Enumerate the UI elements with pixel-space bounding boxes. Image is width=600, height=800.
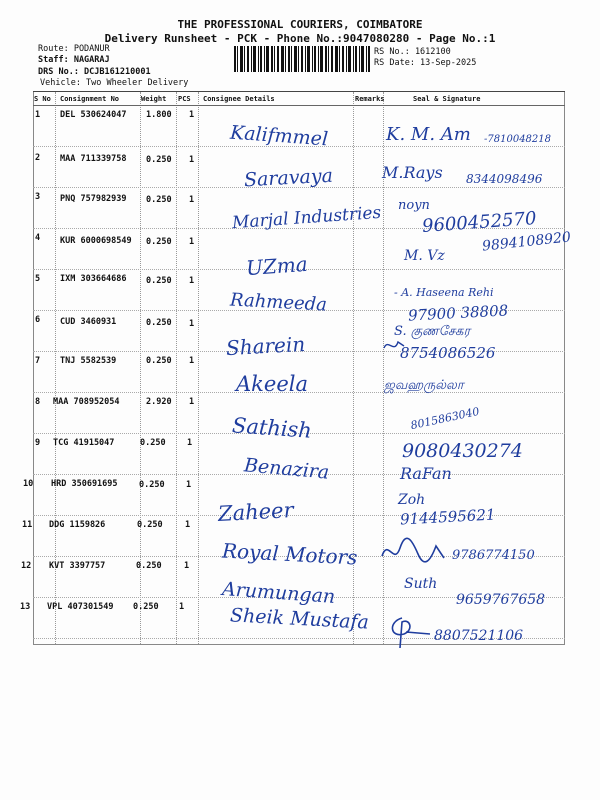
staff-label: Staff: NAGARAJ	[38, 55, 110, 65]
phone-handwriting: 8015863040	[409, 404, 481, 433]
runsheet-subtitle: Delivery Runsheet - PCK - Phone No.:9047080280 - Page No.:1	[104, 32, 496, 45]
phone-handwriting: 8807521106	[434, 628, 524, 644]
company-title: THE PROFESSIONAL COURIERS, COIMBATORE	[177, 18, 423, 31]
row-sno: 9	[35, 438, 41, 448]
row-weight: 0.250	[146, 276, 172, 286]
phone-handwriting: 9080430274	[402, 440, 523, 462]
row-pcs: 1	[189, 155, 195, 165]
row-consignment: TNJ 5582539	[60, 356, 117, 366]
table-header	[33, 92, 565, 106]
signature-scribble-icon	[378, 536, 448, 570]
row-weight: 0.250	[137, 520, 163, 530]
header-remarks: Remarks	[355, 95, 385, 103]
row-sno: 5	[35, 274, 41, 284]
row-pcs: 1	[189, 110, 195, 120]
row-weight: 0.250	[139, 480, 165, 490]
row-pcs: 1	[187, 438, 193, 448]
row-consignment: CUD 3460931	[60, 317, 117, 327]
header-signature: Seal & Signature	[413, 95, 481, 103]
consignee-handwriting: Sharein	[225, 331, 306, 361]
row-weight: 0.250	[146, 195, 172, 205]
rs-date: RS Date: 13-Sep-2025	[374, 58, 477, 68]
row-consignment: HRD 350691695	[51, 479, 118, 489]
row-sno: 7	[35, 356, 41, 366]
signature-scribble-icon	[382, 336, 406, 356]
row-consignment: MAA 708952054	[53, 397, 120, 407]
rs-number: RS No.: 1612100	[374, 47, 451, 57]
row-pcs: 1	[189, 397, 195, 407]
row-consignment: MAA 711339758	[60, 154, 127, 164]
row-sno: 3	[35, 192, 41, 202]
row-pcs: 1	[189, 237, 195, 247]
row-weight: 0.250	[146, 356, 172, 366]
row-sno: 2	[35, 153, 41, 163]
row-consignment: PNQ 757982939	[60, 194, 127, 204]
row-sno: 12	[21, 561, 32, 571]
header-weight: Weight	[141, 95, 167, 103]
consignee-handwriting: Royal Motors	[221, 538, 359, 570]
row-sno: 13	[20, 602, 31, 612]
drs-number: DRS No.: DCJB161210001	[38, 67, 151, 77]
row-pcs: 1	[189, 319, 195, 329]
consignee-handwriting: Akeela	[236, 372, 308, 396]
row-weight: 0.250	[140, 438, 166, 448]
signature-handwriting: K. M. Am	[386, 124, 471, 145]
barcode-icon	[234, 46, 370, 72]
row-pcs: 1	[189, 195, 195, 205]
route-label: Route: PODANUR	[38, 44, 110, 54]
signature-scribble-icon	[384, 614, 434, 650]
header-consignment: Consignment No	[60, 95, 120, 103]
consignee-handwriting: Marjal Industries	[231, 202, 382, 234]
row-pcs: 1	[179, 602, 185, 612]
row-weight: 1.800	[146, 110, 172, 120]
phone-handwriting: 9894108920	[481, 229, 572, 255]
row-pcs: 1	[186, 480, 192, 490]
row-weight: 0.250	[133, 602, 159, 612]
row-sno: 4	[35, 233, 41, 243]
row-weight: 2.920	[146, 397, 172, 407]
row-consignment: DEL 530624047	[60, 110, 127, 120]
signature-handwriting: noyn	[398, 198, 430, 213]
row-consignment: IXM 303664686	[60, 274, 127, 284]
row-weight: 0.250	[146, 155, 172, 165]
row-consignment: TCG 41915047	[53, 438, 115, 448]
phone-handwriting: -7810048218	[484, 134, 552, 145]
row-consignment: KUR 6000698549	[60, 236, 132, 246]
signature-handwriting: ஜவஹருல்லா	[384, 378, 464, 393]
signature-handwriting: M. Vz	[404, 248, 445, 264]
consignee-handwriting: Zaheer	[217, 498, 295, 526]
phone-handwriting: 9144595621	[399, 505, 496, 529]
phone-handwriting: 9786774150	[452, 548, 535, 563]
row-pcs: 1	[189, 356, 195, 366]
consignee-handwriting: Rahmeeda	[229, 289, 328, 316]
row-consignment: VPL 407301549	[47, 602, 114, 612]
row-pcs: 1	[189, 276, 195, 286]
signature-handwriting: Zoh	[398, 492, 426, 508]
signature-handwriting: Suth	[404, 576, 438, 592]
vehicle-label: Vehicle: Two Wheeler Delivery	[40, 78, 189, 88]
phone-handwriting: 9659767658	[456, 592, 546, 608]
signature-handwriting: - A. Haseena Rehi	[394, 286, 494, 299]
phone-handwriting: 8344098496	[466, 172, 543, 186]
consignee-handwriting: UZma	[245, 251, 309, 281]
signature-handwriting: M.Rays	[382, 163, 443, 182]
row-pcs: 1	[185, 520, 191, 530]
row-sno: 1	[35, 110, 41, 120]
consignee-handwriting: Kalifmmel	[229, 121, 329, 151]
phone-handwriting: 97900 38808	[407, 301, 509, 325]
row-weight: 0.250	[136, 561, 162, 571]
header-sno: S No	[34, 95, 51, 103]
row-sno: 11	[22, 520, 33, 530]
consignee-handwriting: Sheik Mustafa	[229, 604, 370, 634]
row-weight: 0.250	[146, 318, 172, 328]
consignee-handwriting: Arumungan	[221, 578, 336, 608]
header-consignee: Consignee Details	[203, 95, 275, 103]
row-sno: 6	[35, 315, 41, 325]
consignee-handwriting: Sathish	[231, 413, 313, 443]
header-pcs: PCS	[178, 95, 191, 103]
signature-handwriting: S. குணசேகர	[394, 324, 471, 339]
signature-handwriting: RaFan	[400, 464, 452, 483]
row-pcs: 1	[184, 561, 190, 571]
consignee-handwriting: Saravaya	[243, 164, 334, 192]
row-sno: 8	[35, 397, 41, 407]
phone-handwriting: 8754086526	[400, 344, 496, 362]
consignee-handwriting: Benazira	[243, 454, 331, 484]
row-consignment: KVT 3397757	[49, 561, 106, 571]
row-sno: 10	[23, 479, 34, 489]
row-consignment: DDG 1159826	[49, 520, 106, 530]
row-weight: 0.250	[146, 237, 172, 247]
phone-handwriting: 9600452570	[421, 208, 538, 237]
